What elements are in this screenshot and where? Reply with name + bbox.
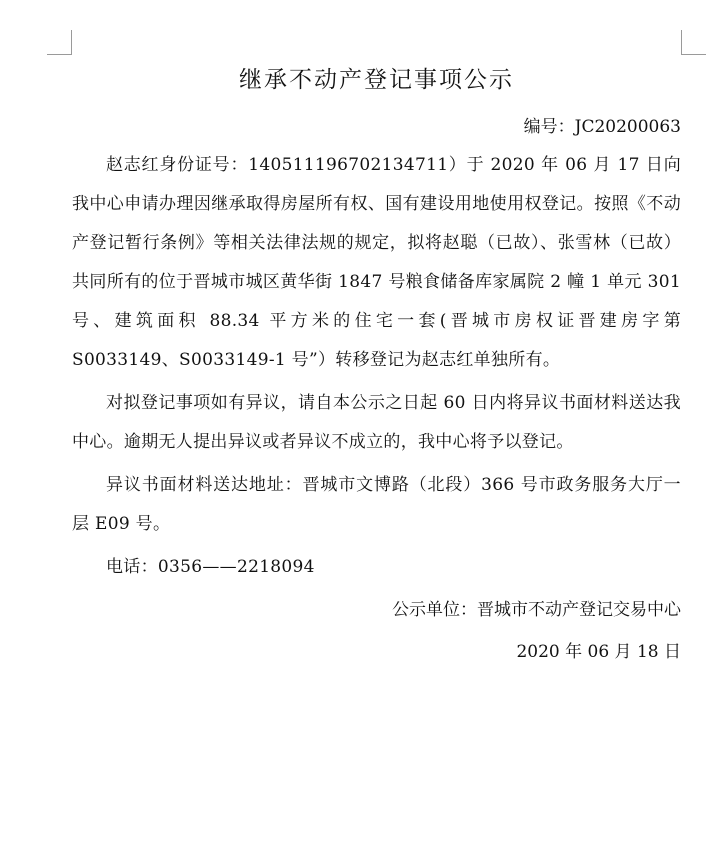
document-page [72, 60, 681, 671]
body-paragraph-address: 异议书面材料送达地址：晋城市文博路（北段）366 号市政务服务大厅一层 E09 号。 [72, 475, 681, 534]
body-paragraph-phone: 电话：0356——2218094 [106, 557, 315, 577]
body-paragraph-objection: 对拟登记事项如有异议，请自本公示之日起 60 日内将异议书面材料送达我中心。逾期无人提出异议或者异议不成立的，我中心将予以登记。 [72, 393, 681, 452]
body-paragraph-application: 赵志红身份证号：140511196702134711）于 2020 年 06 月 17 日向我中心申请办理因继承取得房屋所有权、国有建设用地使用权登记。按照《不动产登记暂行条例》等相关法律法规的规定，拟将赵聪（已故）、张雪林（已故）共同所有的位于晋城市城区黄华街 1847 号粮食储备库家属院 2 幢 1 单元 301 号、建筑面积 88.34 平方米的住宅一套(晋城市房权证晋建房字第 S0033149、S0033149-1 号”）转移登记为赵志红单独所有。 [72, 155, 681, 370]
document-number: 编号：JC20200063 [523, 117, 681, 137]
issue-date: 2020 年 06 月 18 日 [516, 642, 681, 662]
document-title: 继承不动产登记事项公示 [239, 67, 514, 93]
page-corner-mark-top-left [47, 30, 72, 55]
page-corner-mark-top-right [681, 30, 706, 55]
issuer-line: 公示单位：晋城市不动产登记交易中心 [392, 600, 681, 620]
